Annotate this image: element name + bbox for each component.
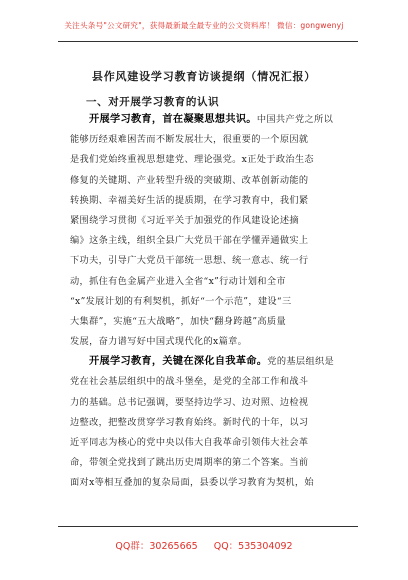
text-line: 动，抓住有色金属产业进入全省“x”行动计划和全市 — [70, 275, 286, 287]
text-line — [70, 352, 352, 372]
text-line: 下功夫，引导广大党员干部统一思想、统一意志、统一行 — [70, 255, 309, 267]
footer-qq-group: QQ群：30265665 — [115, 541, 198, 552]
page-footer — [0, 538, 408, 552]
text-line: 编》这条主线，组织全县广大党员干部在学懂弄通做实上 — [70, 235, 309, 247]
text-line: “x”发展计划的有利契机，抓好“一个示范”，建设“三 — [70, 295, 292, 307]
text-line: 面对x等相互叠加的复杂局面，县委以学习教育为契机，始 — [70, 477, 314, 489]
text-line-content: 党的基层组织是 — [267, 356, 335, 368]
text-line: 转换期、幸福美好生活的提质期，在学习教育中，我们紧 — [70, 194, 309, 206]
text-line: 紧围绕学习贯彻《习近平关于加强党的作风建设论述摘 — [70, 214, 299, 226]
footer-divider — [58, 526, 358, 527]
text-line: 力的基础。总书记强调，要坚持边学习、边对照、边检视 — [70, 396, 309, 408]
paragraph-lead: 开展学习教育，关键在深化自我革命。 — [89, 356, 268, 368]
text-line: 边整改，把整改贯穿学习教育始终。新时代的十年，以习 — [70, 416, 309, 428]
text-line: 修复的关键期、产业转型升级的突破期、改革创新动能的 — [70, 174, 309, 186]
text-line: 能够历经艰难困苦而不断发展壮大，很重要的一个原因就 — [70, 134, 309, 146]
text-line-content: 中国共产党之所以 — [256, 114, 334, 125]
text-line: 近平同志为核心的党中央以伟大自我革命引领伟大社会革 — [70, 437, 309, 448]
text-line: 大集群”，实施“五大战略”，加快“翻身跨越”高质量 — [70, 315, 286, 327]
text-line: 是我们党始终重视思想建党、理论强党。x正处于政治生态 — [70, 154, 314, 166]
text-line: 发展，奋力谱写好中国式现代化的x篇章。 — [70, 336, 248, 348]
paragraph-1 — [70, 110, 352, 352]
document-body — [70, 110, 352, 494]
document-title: 县作风建设学习教育访谈提纲（情况汇报） — [91, 70, 317, 83]
section-heading: 一、对开展学习教育的认识 — [86, 96, 220, 108]
page-header-notice: 关注头条号"公文研究"，获得最新最全最专业的公文资料库！ 微信：gongwenyj — [64, 21, 344, 30]
text-line: 党在社会基层组织中的战斗堡垒，是党的全部工作和战斗 — [70, 376, 309, 388]
paragraph-2 — [70, 352, 352, 493]
paragraph-lead: 开展学习教育，首在凝聚思想共识。 — [89, 114, 257, 125]
text-line — [70, 110, 352, 130]
text-line: 命，带领全党找到了跳出历史周期率的第二个答案。当前 — [70, 457, 309, 469]
header-divider — [58, 41, 358, 42]
footer-qq-number: QQ：535304092 — [213, 541, 293, 552]
